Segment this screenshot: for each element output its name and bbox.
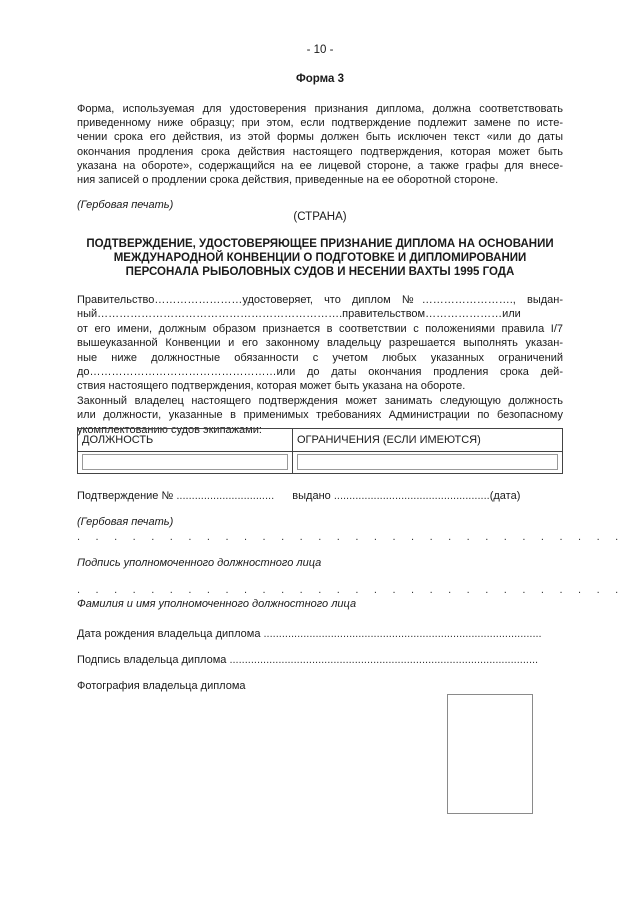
- body-line: вышеуказанной Конвенции и его законному владельцу разрешается выполнять указан-: [77, 337, 563, 350]
- issued-date-field[interactable]: ...................................................: [333, 490, 490, 502]
- dob-label: Дата рождения владельца диплома: [77, 628, 261, 640]
- page-number: - 10 -: [306, 44, 334, 56]
- table-cell-limitations[interactable]: [293, 451, 563, 474]
- table-header-limitations: ОГРАНИЧЕНИЯ (ЕСЛИ ИМЕЮТСЯ): [293, 429, 563, 452]
- intro-line: ния записей о продлении срока действия, приведенные на ее оборотной стороне.: [77, 174, 499, 187]
- dotted-separator: ..............................: [77, 531, 634, 543]
- intro-paragraph: [77, 102, 563, 187]
- photo-label: Фотография владельца диплома: [77, 680, 246, 692]
- intro-line: чении срока его действия, из этой формы должен быть исключен текст «или до даты: [77, 131, 563, 144]
- intro-line: указана на обороте», содержащийся на ее лицевой стороне, а также графы для внесе-: [77, 159, 563, 172]
- intro-line: окончания продления срока действия настоящего подтверждения, которая может быть: [77, 145, 563, 158]
- heading-line: ПЕРСОНАЛА РЫБОЛОВНЫХ СУДОВ И НЕСЕНИИ ВАХТЫ 1995 ГОДА: [125, 265, 515, 278]
- confirmation-label: Подтверждение №: [77, 490, 174, 502]
- certificate-heading: [77, 238, 563, 279]
- table-header-position: ДОЛЖНОСТЬ: [78, 429, 293, 452]
- body-line: или должности, указанные в применимых требованиях Администрации по безопасному: [77, 409, 563, 422]
- body-line: Законный владелец настоящего подтверждения может занимать следующую должность: [77, 394, 563, 407]
- issued-label: выдано: [292, 490, 331, 502]
- body-line: ный………………………………………………………….правительством…………………или: [77, 308, 521, 321]
- positions-table: [77, 428, 563, 474]
- body-line: ные ниже должностные обязанности с учетом любых указанных ограничений: [77, 351, 563, 364]
- dob-row: [77, 628, 563, 640]
- seal-label: (Гербовая печать): [77, 199, 174, 211]
- official-signature-label: Подпись уполномоченного должностного лица: [77, 557, 322, 569]
- country-label: (СТРАНА): [293, 211, 347, 223]
- official-name-label: Фамилия и имя уполномоченного должностного лица: [77, 598, 357, 610]
- confirmation-number-field[interactable]: ................................: [176, 490, 275, 502]
- body-line: Правительство……………………удостоверяет, что диплом №……………………., выдан-: [77, 294, 563, 306]
- holder-signature-field[interactable]: .....................................................................................................: [229, 654, 539, 666]
- body-line: до……………………………………………или до даты окончания продления срока дей-: [77, 366, 563, 379]
- body-line: от его имени, должным образом признается в соответствии с положениями правила I/7: [77, 322, 563, 335]
- seal-label-2: (Гербовая печать): [77, 516, 174, 528]
- dob-field[interactable]: ...........................................................................................: [263, 628, 542, 640]
- holder-signature-label: Подпись владельца диплома: [77, 654, 227, 666]
- certificate-body: [77, 293, 563, 437]
- intro-line: приведенному ниже образцу; при этом, если подтверждение подлежит замене по исте-: [77, 117, 563, 130]
- body-line: ствия настоящего подтверждения, которая может быть указана на обороте.: [77, 380, 466, 393]
- heading-line: МЕЖДУНАРОДНОЙ КОНВЕНЦИИ О ПОДГОТОВКЕ И ДИПЛОМИРОВАНИИ: [113, 251, 527, 264]
- body-line: укомплектованию судов экипажами:: [77, 423, 262, 436]
- intro-line: Форма, используемая для удостоверения признания диплома, должна соответствовать: [77, 103, 563, 115]
- table-cell-position[interactable]: [78, 451, 293, 474]
- dotted-separator: ..............................: [77, 584, 634, 596]
- heading-line: ПОДТВЕРЖДЕНИЕ, УДОСТОВЕРЯЮЩЕЕ ПРИЗНАНИЕ ДИПЛОМА НА ОСНОВАНИИ: [86, 238, 554, 250]
- holder-signature-row: [77, 654, 563, 666]
- date-label: (дата): [489, 490, 521, 502]
- form-title: Форма 3: [295, 73, 345, 85]
- confirmation-row: [77, 490, 563, 502]
- photo-box: [447, 694, 533, 814]
